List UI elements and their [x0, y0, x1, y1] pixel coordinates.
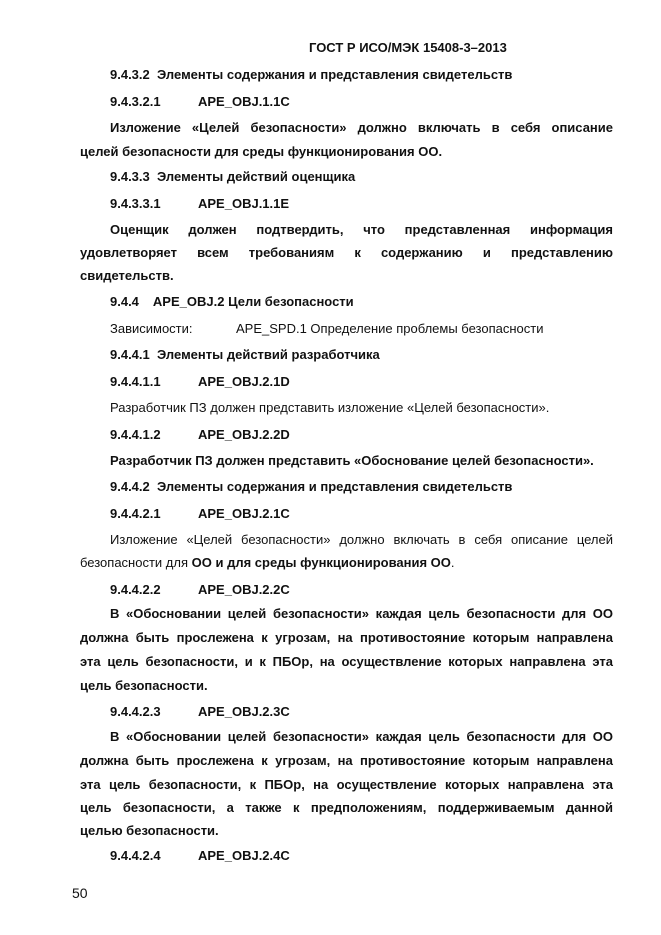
paragraph-line: целью безопасности. [80, 823, 219, 838]
element-code: APE_OBJ.2.2C [198, 582, 290, 597]
element-code: APE_OBJ.2.3C [198, 704, 290, 719]
paragraph-line: В «Обосновании целей безопасности» каждая цель безопасности для ОО [110, 606, 613, 621]
section-heading [110, 169, 355, 185]
paragraph-line: Изложение «Целей безопасности» должно включать в себя описание целей [110, 532, 613, 547]
element-number: 9.4.4.2.3 [110, 704, 161, 719]
element-code: APE_OBJ.2.1C [198, 506, 290, 521]
element-code: APE_OBJ.2.1D [198, 374, 290, 389]
section-heading [110, 479, 512, 495]
section-heading [110, 347, 380, 363]
element-number: 9.4.4.1.2 [110, 427, 161, 442]
paragraph-line: Разработчик ПЗ должен представить «Обоснование целей безопасности». [110, 453, 594, 468]
paragraph-line: В «Обосновании целей безопасности» каждая цель безопасности для ОО [110, 729, 613, 744]
section-number: 9.4.4.1 [110, 347, 150, 362]
section-number: 9.4.3.2 [110, 67, 150, 82]
section-code: APE_OBJ.2 [152, 294, 225, 309]
paragraph-line [80, 555, 455, 571]
element-code: APE_OBJ.1.1E [198, 196, 290, 211]
section-title: Элементы содержания и представления свидетельств [157, 67, 513, 82]
paragraph-line: удовлетворяет всем требованиям к содержанию и представлению [80, 245, 613, 260]
element-number: 9.4.3.2.1 [110, 94, 161, 109]
paragraph-line: Изложение «Целей безопасности» должно включать в себя описание [110, 120, 613, 135]
section-number: 9.4.4.2 [110, 479, 150, 494]
text-run: безопасности для [80, 555, 192, 570]
paragraph-line: должна быть прослежена к угрозам, на противостояние которым направлена [80, 630, 613, 645]
section-number: 9.4.4 [110, 294, 139, 309]
element-code: APE_OBJ.2.4C [198, 848, 290, 863]
text-run: . [450, 555, 455, 570]
element-number: 9.4.4.2.4 [110, 848, 161, 863]
section-title: Элементы содержания и представления свидетельств [157, 479, 513, 494]
document-header: ГОСТ Р ИСО/МЭК 15408-3–2013 [309, 40, 507, 55]
paragraph-line: эта цель безопасности, и к ПБОр, на осуществление которых направлена эта [80, 654, 613, 669]
paragraph-line: Оценщик должен подтвердить, что представленная информация [110, 222, 613, 237]
paragraph-line: Разработчик ПЗ должен представить изложение «Целей безопасности». [110, 400, 550, 415]
dependencies-value: APE_SPD.1 Определение проблемы безопасности [236, 321, 544, 336]
element-number: 9.4.4.2.2 [110, 582, 161, 597]
element-code: APE_OBJ.2.2D [198, 427, 290, 442]
section-heading [110, 294, 354, 310]
element-code: APE_OBJ.1.1C [198, 94, 290, 109]
page-number: 50 [72, 885, 88, 901]
text-run-bold: ОО и для среды функционирования ОО [191, 555, 451, 570]
element-number: 9.4.4.2.1 [110, 506, 161, 521]
dependencies-label: Зависимости: [110, 321, 193, 336]
element-number: 9.4.4.1.1 [110, 374, 161, 389]
section-title: Элементы действий оценщика [157, 169, 356, 184]
paragraph-line: должна быть прослежена к угрозам, на противостояние которым направлена [80, 753, 613, 768]
paragraph-line: свидетельств. [80, 268, 174, 283]
section-title: Цели безопасности [228, 294, 354, 309]
section-heading [110, 67, 512, 83]
paragraph-line: цель безопасности. [80, 678, 208, 693]
paragraph-line: цель безопасности, а также к предположениям, поддерживаемым данной [80, 800, 613, 815]
section-title: Элементы действий разработчика [157, 347, 380, 362]
element-number: 9.4.3.3.1 [110, 196, 161, 211]
section-number: 9.4.3.3 [110, 169, 150, 184]
paragraph-line: целей безопасности для среды функционирования ОО. [80, 144, 443, 159]
paragraph-line: эта цель безопасности, к ПБОр, на осуществление которых направлена эта [80, 777, 613, 792]
